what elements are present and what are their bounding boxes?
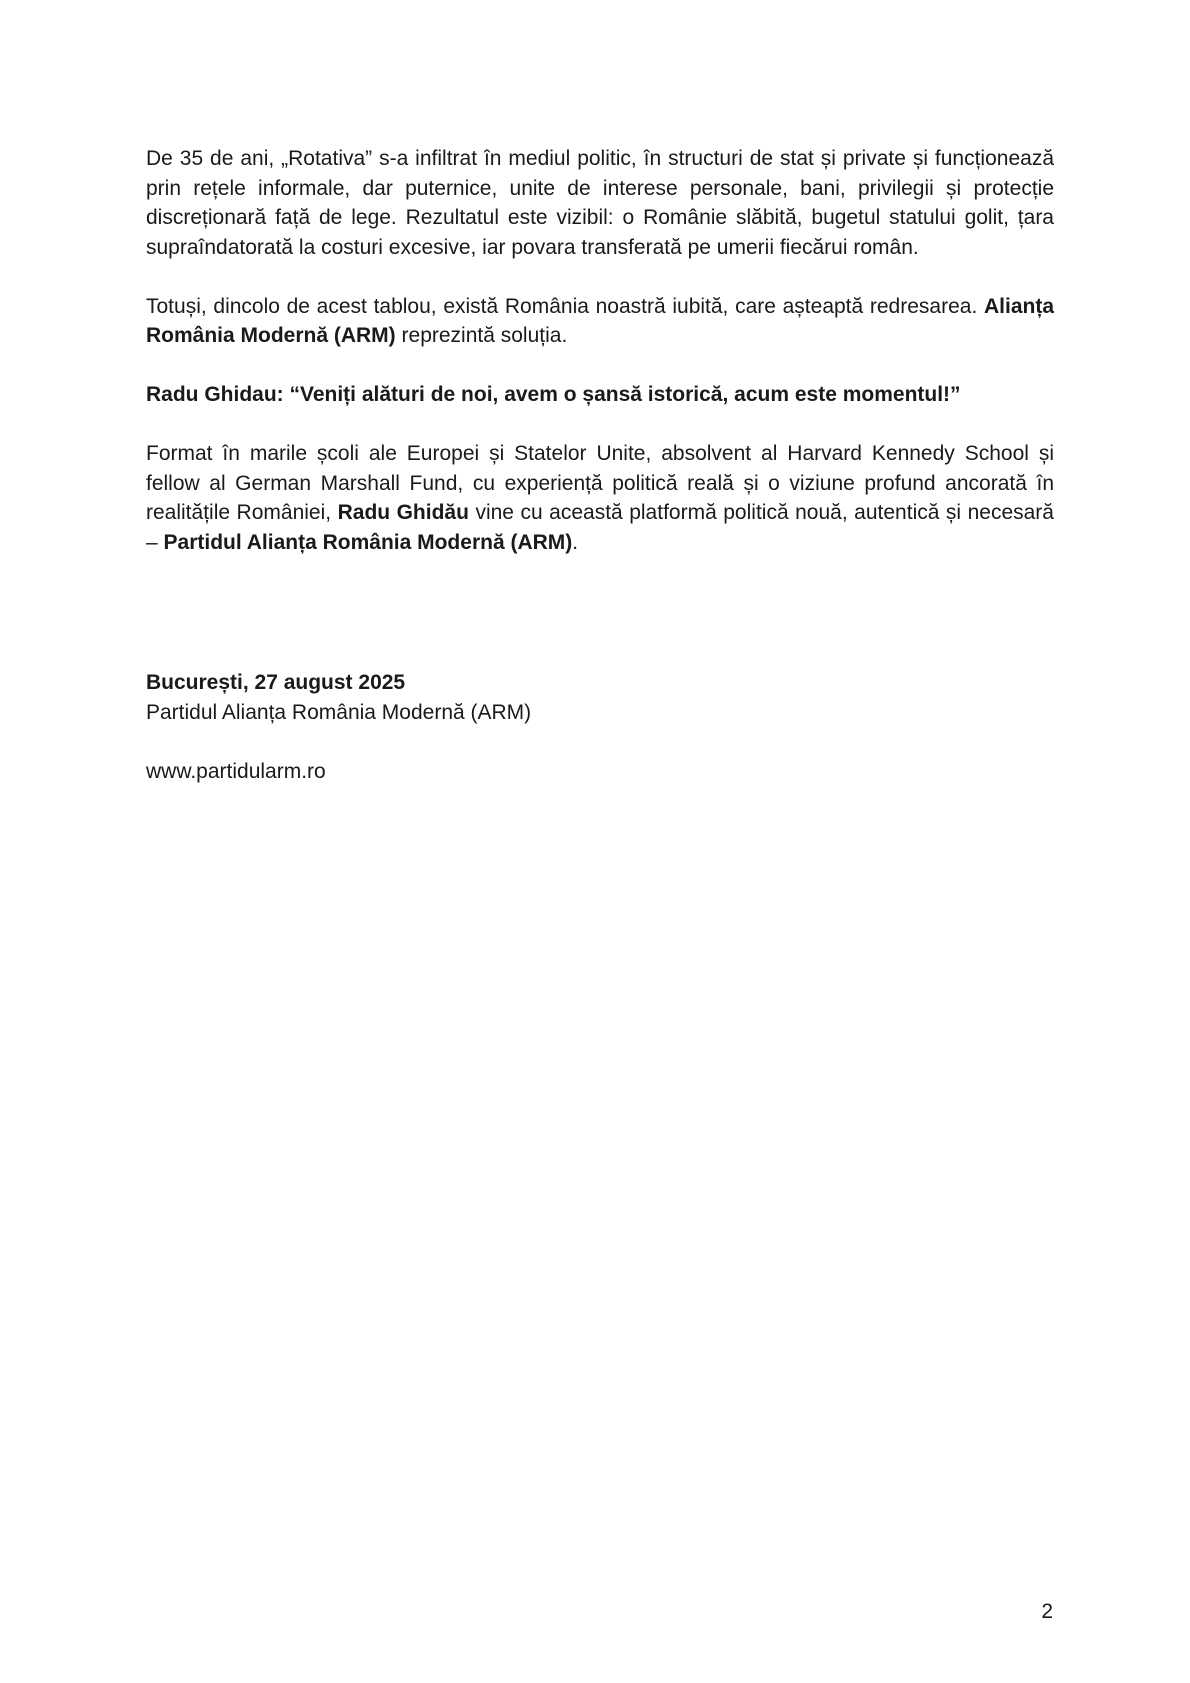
paragraph-redresare-tail: reprezintă soluția. — [395, 324, 568, 347]
party-name-bold: Alianța România Modernă (ARM) — [146, 294, 1054, 347]
paragraph-rotativa: De 35 de ani, „Rotativa” s-a infiltrat în mediul politic, în structuri de stat și private și funcționează prin rețele informale, dar puternice, unite de interese personale, bani, privilegii și protecție discreționară față de lege. Rezultatul este vizibil: o Românie slăbită, bugetul statului golit, țara supraîndatorată la costuri excesive, iar povara transferată pe umerii fiecărui român. — [146, 147, 1054, 259]
website-link[interactable]: www.partidularm.ro — [146, 759, 326, 783]
biography-text-a: Format în marile școli ale Europei și Statelor Unite, absolvent al Harvard Kennedy School și fellow al German Marshall Fund, cu experiență politică reală și o viziune profund ancorată în realitățile României, — [146, 442, 1054, 524]
organization-name: Partidul Alianța România Modernă (ARM) — [146, 700, 532, 724]
closing-block — [146, 668, 1054, 786]
place-date: București, 27 august 2025 — [146, 671, 406, 694]
quote-heading: Radu Ghidau: “Veniți alături de noi, avem o șansă istorică, acum este momentul!” — [146, 383, 961, 406]
paragraph-redresare — [146, 292, 1054, 351]
biography-end: . — [572, 530, 579, 554]
leader-name-bold: Radu Ghidău — [337, 501, 469, 524]
page-number: 2 — [1041, 1600, 1053, 1623]
paragraph-redresare-text: Totuși, dincolo de acest tablou, există România noastră iubită, care așteaptă redresarea. — [146, 294, 978, 318]
paragraph-biography — [146, 439, 1054, 557]
biography-text-b: vine cu această platformă politică nouă, autentică și necesară – — [146, 501, 1054, 554]
body-text — [146, 144, 1054, 557]
party-full-name-bold: Partidul Alianța România Modernă (ARM) — [163, 530, 573, 554]
